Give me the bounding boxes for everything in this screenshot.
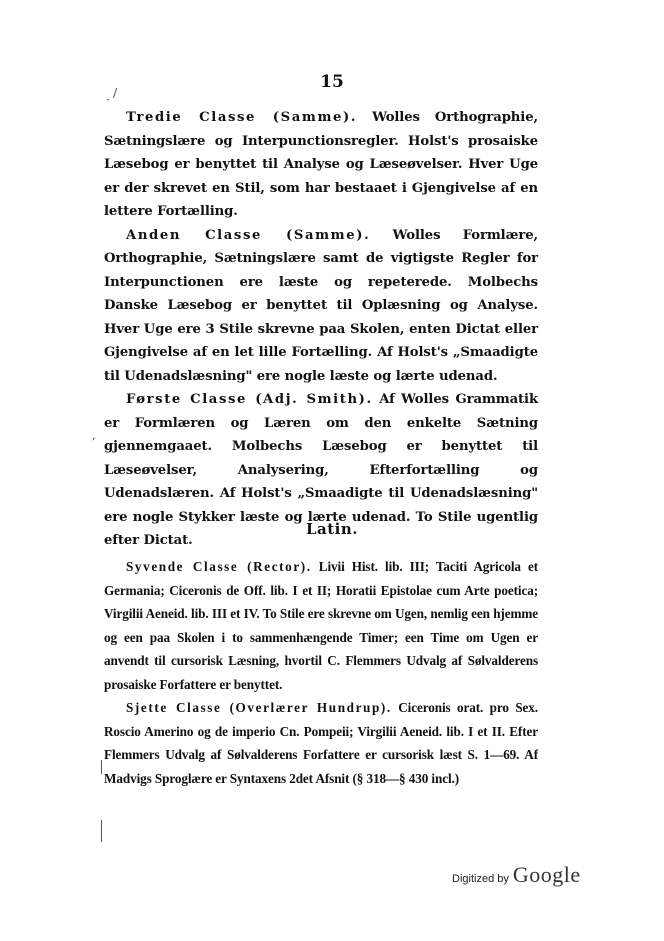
class-heading: Anden Classe (Samme).	[126, 227, 371, 243]
google-logo: Google	[512, 862, 581, 887]
paragraph-text: Af Wolles Grammatik er Formlæren og Læren om den enkelte Sætning gjennemgaaet. Molbechs Læsebog er benyttet til Læseøvelser, Analysering, Efterfortælling og Udenadslæren. Af Holst's „Smaadigte til Udenadslæsning" ere nogle Stykker læste og lærte udenad. To Stile ugentlig efter Dictat.	[104, 392, 538, 548]
paragraph-text: Ciceronis orat. pro Sex. Roscio Amerino og de imperio Cn. Pompeii; Virgilii Aeneid. lib. I et II. Efter Flemmers Udvalg af Sølvalderens Forfattere er cursorisk læst S. 1—69. Af Madvigs Sproglære er Syntaxens 2det Afsnit (§ 318—§ 430 incl.)	[104, 700, 538, 786]
paragraph-text: Wolles Orthographie, Sætningslære og Interpunctionsregler. Holst's prosaiske Læsebog er benyttet til Analyse og Læseøvelser. Hver Uge er der skrevet en Stil, som har bestaaet i Gjengivelse af en lettere Fortælling.	[104, 110, 538, 219]
paragraph-text: Livii Hist. lib. III; Taciti Agricola et Germania; Ciceronis de Off. lib. I et II; Horatii Epistolae cum Arte poetica; Virgilii Aeneid. lib. III et IV. To Stile ere skrevne om Ugen, nemlig een hjemme og een paa Skolen i to sammenhængende Timer; een Time om Ugen er anvendt til cursorisk Læsning, hvortil C. Flemmers Udvalg af Sølvalderens prosaiske Forfattere er benyttet.	[104, 559, 539, 692]
digitized-by-text: Digitized by	[452, 873, 509, 885]
paragraph-tredie-classe	[104, 106, 538, 224]
class-heading: Tredie Classe (Samme).	[126, 110, 358, 125]
class-heading: Syvende Classe (Rector).	[126, 559, 312, 574]
margin-rule	[101, 760, 102, 774]
margin-mark: ,	[92, 428, 96, 442]
margin-mark: /	[113, 86, 118, 100]
latin-section	[104, 555, 538, 790]
paragraph-sjette-classe	[104, 696, 538, 790]
page-number: 15	[320, 72, 344, 92]
section-heading-latin: Latin.	[305, 520, 359, 538]
paragraph-text: Wolles Formlære, Orthographie, Sætningslære samt de vigtigste Regler for Interpunctionen ere læste og repeterede. Molbechs Danske Læsebog er benyttet til Oplæsning og Analyse. Hver Uge ere 3 Stile skrevne paa Skolen, enten Dictat eller Gjengivelse af en let lille Fortælling. Af Holst's „Smaadigte til Udenadslæsning" ere nogle læste og lærte udenad.	[104, 227, 538, 384]
paragraph-anden-classe	[104, 224, 538, 389]
class-heading: Sjette Classe (Overlærer Hundrup).	[126, 700, 392, 715]
digitized-watermark	[452, 862, 581, 888]
margin-rule	[101, 820, 102, 842]
class-heading: Første Classe (Adj. Smith).	[126, 392, 373, 407]
margin-mark: ·	[106, 93, 110, 107]
paragraph-syvende-classe	[104, 555, 538, 696]
danish-section	[104, 106, 538, 553]
